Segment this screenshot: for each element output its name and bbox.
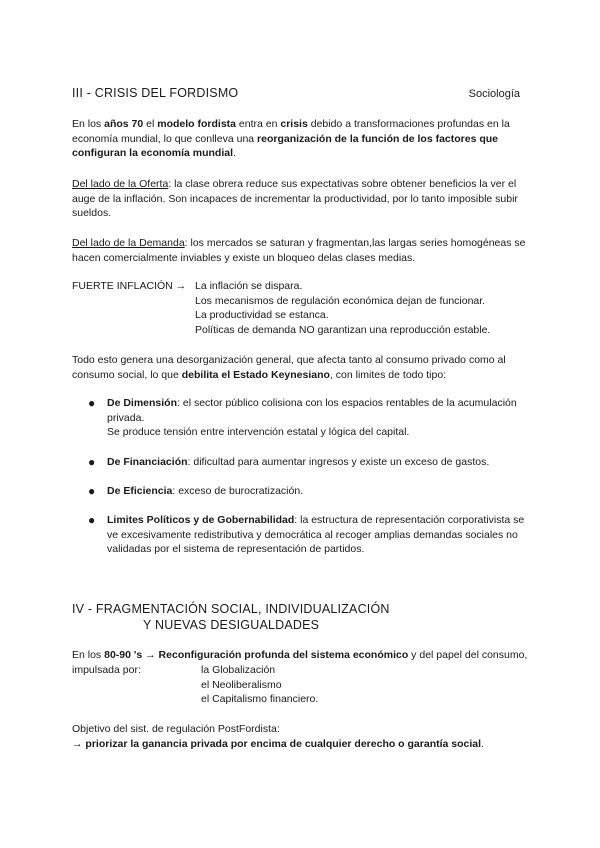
- intro-text: En los: [72, 118, 105, 130]
- demanda-text: : los mercados se saturan y fragmentan,las largas series homogéneas se hacen comercialmente inviables y existe un bloqueo delas clases medias.: [72, 237, 526, 264]
- bullet-icon: ●: [88, 396, 96, 410]
- impulso-item: la Globalización: [201, 664, 276, 676]
- intro-text: el: [143, 118, 158, 130]
- limit-title: De Dimensión: [107, 397, 178, 409]
- ochenta-bold: 80-90 's → Reconfiguración profunda del sistema económico: [104, 649, 409, 661]
- desorg-bold: debilita el Estado Keynesiano: [181, 368, 330, 381]
- limit-title: De Financiación: [107, 456, 188, 468]
- oferta-text: : la clase obrera reduce sus expectativas sobre obtener beneficios la ver el auge de la inflación. Son incapaces de incrementar la productividad, por lo tanto imposible subir sueldos.: [72, 178, 518, 219]
- bullet-icon: ●: [88, 513, 96, 527]
- ochenta-text: y del papel del consumo, impulsada por:: [72, 649, 528, 676]
- intro-paragraph: [72, 117, 530, 161]
- limit-title: De Eficiencia: [107, 485, 173, 497]
- intro-text: entra en: [236, 118, 281, 130]
- intro-bold: años 70: [104, 118, 144, 130]
- demanda-paragraph: [72, 236, 530, 265]
- section-title-iii: III - CRISIS DEL FORDISMO: [72, 86, 239, 100]
- demanda-label: Del lado de la Demanda: [72, 237, 185, 249]
- bullet-icon: ●: [88, 484, 96, 498]
- limit-text: : dificultad para aumentar ingresos y existe un exceso de gastos.: [187, 456, 490, 468]
- bullet-icon: ●: [88, 455, 96, 469]
- inflacion-item: Los mecanismos de regulación económica dejan de funcionar.: [195, 294, 486, 307]
- objetivo-text: .: [481, 737, 484, 750]
- impulso-item: el Neoliberalismo: [201, 678, 282, 691]
- limit-text: : exceso de burocratización.: [172, 485, 304, 497]
- limit-item-dimension: [107, 396, 525, 440]
- intro-text: debido a transformaciones profundas en la economía mundial, lo que conlleva una: [72, 118, 510, 145]
- section-title-iv-line2: Y NUEVAS DESIGUALDADES: [143, 618, 320, 632]
- intro-text: .: [233, 147, 236, 159]
- limit-item-financiacion: [107, 455, 525, 470]
- impulso-item: el Capitalismo financiero.: [201, 693, 319, 705]
- limit-title: Limites Políticos y de Gobernabilidad: [107, 514, 295, 526]
- subject-label: Sociología: [468, 88, 520, 100]
- objetivo-line: Objetivo del sist. de regulación PostFordista:: [72, 723, 280, 735]
- limit-text: : la estructura de representación corporativista se ve excesivamente redistributiva y democrática al recoger amplias demandas sociales no validadas por el sistema de representación de partidos.: [107, 514, 525, 555]
- inflacion-item: La inflación se dispara.: [195, 280, 303, 292]
- intro-bold: modelo fordista: [157, 118, 236, 130]
- limit-item-politicos: [107, 513, 525, 557]
- objetivo-paragraph: [72, 722, 530, 751]
- limit-extra: Se produce tensión entre intervención estatal y lógica del capital.: [107, 426, 410, 438]
- oferta-label: Del lado de la Oferta: [72, 178, 169, 190]
- inflacion-heading: FUERTE INFLACIÓN →: [72, 280, 187, 292]
- objetivo-bold: → priorizar la ganancia privada por encima de cualquier derecho o garantía social: [72, 737, 482, 750]
- oferta-paragraph: [72, 177, 530, 221]
- objetivo-conclusion: [72, 737, 530, 752]
- section-title-iv: [72, 601, 390, 633]
- limit-item-eficiencia: [107, 484, 525, 499]
- desorganizacion-paragraph: [72, 353, 530, 382]
- inflacion-list: [195, 279, 490, 337]
- section-title-iv-line1: IV - FRAGMENTACIÓN SOCIAL, INDIVIDUALIZACIÓN: [72, 602, 390, 616]
- limit-text: : el sector público colisiona con los espacios rentables de la acumulación privada.: [107, 397, 517, 424]
- inflacion-item: La productividad se estanca.: [195, 309, 329, 321]
- ochenta-text: En los: [72, 649, 105, 661]
- desorg-text: Todo esto genera una desorganización general, que afecta tanto al consumo privado como al consumo social, lo que: [72, 354, 506, 381]
- inflacion-item: Políticas de demanda NO garantizan una reproducción estable.: [195, 323, 491, 336]
- impulso-list: [201, 663, 318, 707]
- intro-bold: reorganización de la función de los factores que configuran la economía mundial: [72, 132, 499, 159]
- desorg-text: , con limites de todo tipo:: [329, 368, 447, 381]
- intro-bold: crisis: [280, 118, 308, 130]
